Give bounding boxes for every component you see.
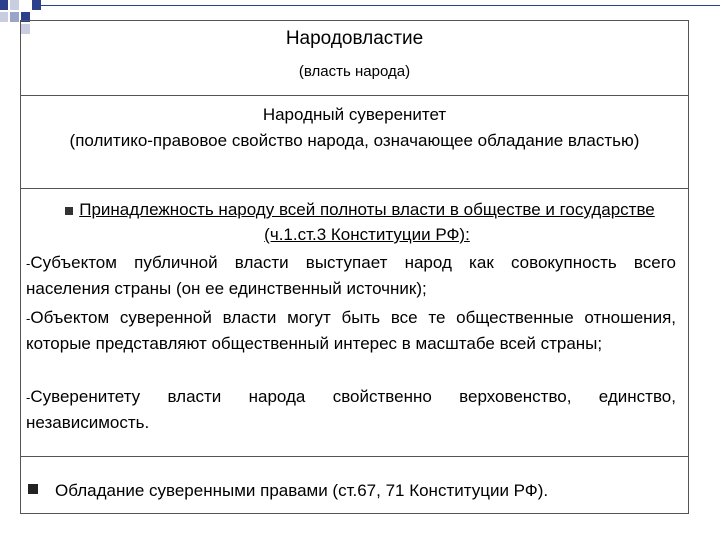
bullet-square-icon [65, 207, 73, 215]
outline-frame [20, 20, 689, 514]
decor-square [10, 0, 19, 10]
list-item-text: Объектом суверенной власти могут быть все те общественные отношения, которые представляют общественный интерес в масштабе всей страны; [26, 308, 676, 353]
list-item-text: Суверенитету власти народа свойственно верховенство, единство, независимость. [26, 387, 676, 432]
page-title: Народовластие [285, 28, 424, 49]
list-item [26, 251, 676, 301]
dash-marker: - [26, 311, 31, 326]
sovereignty-section [21, 96, 688, 189]
page-subtitle: (власть народа) [298, 63, 411, 80]
sovereignty-definition [31, 102, 678, 154]
sovereignty-description: (политико-правовое свойство народа, означающее обладание властью) [69, 131, 640, 150]
top-rule [40, 5, 720, 6]
sovereignty-title: Народный суверенитет [262, 105, 447, 124]
rights-section [21, 457, 688, 513]
list-item [26, 385, 676, 435]
dash-marker: - [26, 390, 31, 405]
bullet-square-icon [28, 484, 38, 494]
decor-square [0, 12, 8, 22]
belonging-section [21, 189, 688, 457]
dash-marker: - [26, 256, 31, 271]
rights-text: Обладание суверенными правами (ст.67, 71 Конституции РФ). [55, 481, 549, 500]
list-item-text: Субъектом публичной власти выступает народ как совокупность всего населения страны (он ее единственный источник); [26, 253, 676, 298]
belonging-heading: Принадлежность народу всей полноты власти в обществе и государстве (ч.1.ст.3 Конституции РФ): [79, 200, 655, 244]
decor-square [0, 0, 8, 10]
decor-square [10, 12, 19, 22]
list-item [26, 306, 676, 356]
header-section [21, 21, 688, 96]
